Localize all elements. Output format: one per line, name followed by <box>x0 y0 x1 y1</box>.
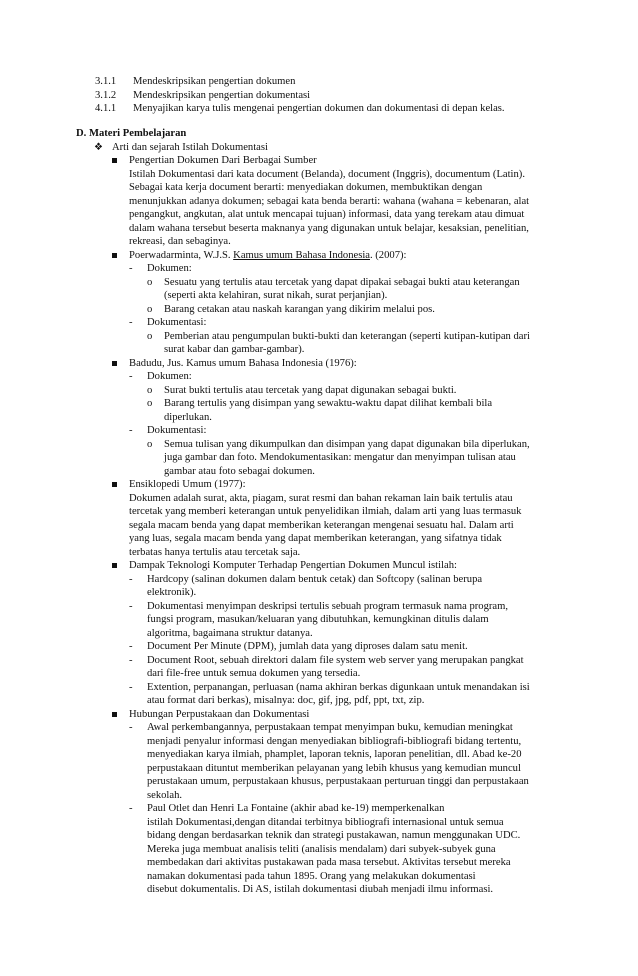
topic-label: Arti dan sejarah Istilah Dokumentasi <box>112 141 268 153</box>
circle-bullet-icon: o <box>147 438 153 450</box>
dash-label: Dokumen: <box>147 371 192 382</box>
dash-text-cont: Mereka juga membuat analisis teliti (analisis mendalam) dari subyek-subyek guna <box>147 843 496 855</box>
bullet-title: Poerwadarminta, W.J.S. Kamus umum Bahasa Indonesia. (2007): <box>129 249 407 261</box>
square-bullet-icon <box>112 154 126 167</box>
square-bullet-icon <box>112 249 126 262</box>
dash-text: Dokumentasi menyimpan deskripsi tertulis sebuah program termasuk nama program, <box>147 600 508 612</box>
dash-label: Dokumentasi: <box>147 425 207 436</box>
paragraph-line: Dokumen adalah surat, akta, piagam, surat resmi dan bahan rekaman lain baik tertulis atau <box>129 492 513 504</box>
paragraph-line: terbatas hanya tertulis atau tercetak saja. <box>129 546 301 558</box>
square-bullet-icon <box>112 357 126 370</box>
dash-marker: - <box>129 600 133 612</box>
paragraph-line: rekreasi, dan sebaginya. <box>129 236 231 247</box>
bullet-title: Dampak Teknologi Komputer Terhadap Pengertian Dokumen Muncul istilah: <box>129 560 457 571</box>
paragraph-line: dalam wahana tersebut beserta maknanya yang digunakan untuk belajar, kesaksian, penelitian, <box>129 222 529 234</box>
dash-text-cont: membedakan dari aktivitas pustakawan pada masa tersebut. Aktivitas tersebut mereka <box>147 857 511 868</box>
circle-bullet-icon: o <box>147 398 153 409</box>
paragraph-line: pengangkut, angkutan, alat untuk mencapai tujuan) informasi, data yang terekam atau dimuat <box>129 209 525 220</box>
objective-number: 3.1.2 <box>95 89 117 101</box>
circle-text: Sesuatu yang tertulis atau tercetak yang dapat dipakai sebagai bukti atau keterangan <box>164 276 520 288</box>
circle-bullet-icon: o <box>147 330 153 342</box>
dash-marker: - <box>129 722 133 733</box>
dash-text-cont: namakan dokumentasi pada tahun 1895. Orang yang melakukan dokumentasi <box>147 870 476 882</box>
dash-text: Awal perkembangannya, perpustakaan tempat menyimpan buku, kemudian meningkat <box>147 722 513 733</box>
dash-text: Hardcopy (salinan dokumen dalam bentuk cetak) dan Softcopy (salinan berupa <box>147 573 483 585</box>
dash-text: Extention, perpanangan, perluasan (nama akhiran berkas digunkaan untuk menandakan isi <box>147 681 530 693</box>
dash-text-cont: sekolah. <box>147 789 183 801</box>
dash-text-cont: perustakaan umum, perpustakaan khusus, perpustakaan perturuan tinggi dan perpustakaan <box>147 776 529 787</box>
diamond-bullet-icon: ❖ <box>94 141 103 153</box>
objective-number: 3.1.1 <box>95 76 117 87</box>
objective-text: Mendeskripsikan pengertian dokumen <box>133 76 296 87</box>
dash-label: Dokumen: <box>147 263 192 274</box>
dash-marker: - <box>129 263 133 274</box>
circle-text-cont: diperlukan. <box>164 411 212 423</box>
paragraph-line: Istilah Dokumentasi dari kata document (Belanda), document (Inggris), documentum (Latin). <box>129 168 525 180</box>
circle-text-cont: gambar atau foto sebagai dokumen. <box>164 465 315 477</box>
dash-text-cont: algoritma, bagaimana struktur datanya. <box>147 627 313 639</box>
dash-marker: - <box>129 641 133 652</box>
dash-text: Paul Otlet dan Henri La Fontaine (akhir abad ke-19) memperkenalkan <box>147 803 445 814</box>
objective-text: Menyajikan karya tulis mengenai pengertian dokumen dan dokumentasi di depan kelas. <box>133 103 505 114</box>
bullet-title: Badudu, Jus. Kamus umum Bahasa Indonesia (1976): <box>129 357 357 369</box>
paragraph-line: Sebagai kata kerja document berarti: menyediakan dokumen, membuktikan dengan <box>129 182 483 193</box>
dash-text-cont: dari file-free untuk semua dokumen yang tersedia. <box>147 668 361 679</box>
objective-number: 4.1.1 <box>95 103 117 114</box>
circle-text-cont: surat kabar dan gambar-gambar). <box>164 344 305 355</box>
dash-text-cont: menjadi penyalur informasi dengan menyediakan bibliografi-bibliografi bidang tertentu, <box>147 735 522 747</box>
dash-text-cont: elektronik). <box>147 587 197 598</box>
book-title-link: Kamus umum Bahasa Indonesia <box>233 249 370 261</box>
paragraph-line: tercetak yang memberi keterangan untuk penyelidikan ilmiah, dalam arti yang luas termasuk <box>129 506 522 517</box>
dash-text: Document Per Minute (DPM), jumlah data yang diproses dalam satu menit. <box>147 641 468 652</box>
dash-text-cont: istilah Dokumentasi,dengan ditandai terbitnya bibliografi internasional untuk semua <box>147 816 504 828</box>
circle-text-cont: (seperti akta kelahiran, surat nikah, surat perjanjian). <box>164 290 388 301</box>
paragraph-line: yang luas, segala macam benda yang dapat memberikan keterangan, yang sifatnya tidak <box>129 533 502 544</box>
dash-text-cont: menyediakan karya ilmiah, phamplet, laporan teknis, laporan penelitian, dll. Abad ke-20 <box>147 749 522 760</box>
dash-text-cont: atau format dari berkas), misalnya: doc, gif, jpg, pdf, ppt, txt, zip. <box>147 695 425 706</box>
section-heading: D. Materi Pembelajaran <box>76 128 187 139</box>
dash-marker: - <box>129 573 133 585</box>
dash-text: Document Root, sebuah direktori dalam file system web server yang merupakan pangkat <box>147 654 524 666</box>
square-bullet-icon <box>112 559 126 572</box>
square-bullet-icon <box>112 478 126 491</box>
dash-label: Dokumentasi: <box>147 317 207 328</box>
dash-text-cont: bidang dengan berdasarkan teknik dan strategi pustakawan, namun menggunakan UDC. <box>147 830 521 841</box>
circle-text: Pemberian atau pengumpulan bukti-bukti dan keterangan (seperti kutipan-kutipan dari <box>164 330 530 342</box>
paragraph-line: segala macam benda yang dapat memberikan keterangan mengenai sesuatu hal. Dalam arti <box>129 519 514 531</box>
objective-text: Mendeskripsikan pengertian dokumentasi <box>133 89 311 101</box>
dash-marker: - <box>129 654 133 666</box>
paragraph-line: menunjukkan adanya dokumen; sebagai kata benda berarti: wahana (wahana = kebenaran, alat <box>129 195 530 207</box>
dash-text-cont: perpustakaan dituntut memberikan pelayanan yang lebih khusus yang kemudian muncul <box>147 762 521 774</box>
dash-text-cont: disebut dokumentalis. Di AS, istilah dokumentasi diubah menjadi ilmu informasi. <box>147 884 494 895</box>
dash-marker: - <box>129 681 133 693</box>
dash-marker: - <box>129 425 133 436</box>
dash-marker: - <box>129 803 133 814</box>
circle-text: Barang cetakan atau naskah karangan yang dikirim melalui pos. <box>164 303 435 315</box>
circle-text: Barang tertulis yang disimpan yang sewaktu-waktu dapat dilihat kembali bila <box>164 398 493 409</box>
bullet-title: Pengertian Dokumen Dari Berbagai Sumber <box>129 155 317 166</box>
square-bullet-icon <box>112 708 126 721</box>
dash-marker: - <box>129 317 133 328</box>
bullet-title: Hubungan Perpustakaan dan Dokumentasi <box>129 708 310 720</box>
circle-text: Surat bukti tertulis atau tercetak yang dapat digunakan sebagai bukti. <box>164 384 457 396</box>
circle-text-cont: juga gambar dan foto. Mendokumentasikan: mengatur dan menyimpan tulisan atau <box>164 452 516 463</box>
circle-text: Semua tulisan yang dikumpulkan dan disimpan yang dapat digunakan bila diperlukan, <box>164 438 530 450</box>
circle-bullet-icon: o <box>147 276 153 288</box>
circle-bullet-icon: o <box>147 384 153 396</box>
dash-text-cont: fungsi program, masukan/keluaran yang dibutuhkan, kemungkinan ditulis dalam <box>147 614 489 625</box>
bullet-title: Ensiklopedi Umum (1977): <box>129 479 246 490</box>
dash-marker: - <box>129 371 133 382</box>
circle-bullet-icon: o <box>147 303 153 315</box>
